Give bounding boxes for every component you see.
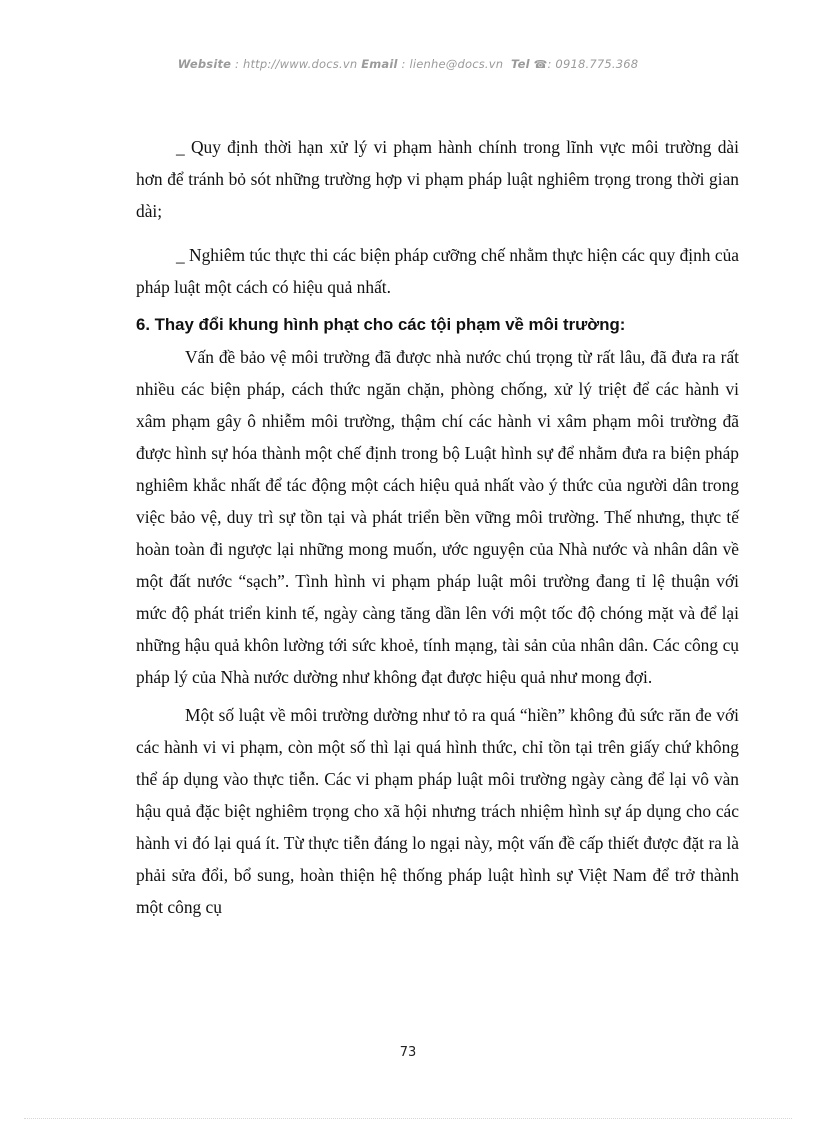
phone-icon: ☎	[533, 58, 548, 71]
document-body	[136, 131, 739, 923]
email-separator: :	[397, 57, 410, 71]
paragraph-body-1: Vấn đề bảo vệ môi trường đã được nhà nước chú trọng từ rất lâu, đã đưa ra rất nhiều các biện pháp, cách thức ngăn chặn, phòng chống, xử lý triệt để các hành vi xâm phạm gây ô nhiễm môi trường, thậm chí các hành vi xâm phạm môi trường đã được hình sự hóa thành một chế định trong bộ Luật hình sự để nhằm đưa ra biện pháp nghiêm khắc nhất để tác động một cách hiệu quả nhất vào ý thức của người dân trong việc bảo vệ, duy trì sự tồn tại và phát triển bền vững môi trường. Thế nhưng, thực tế hoàn toàn đi ngược lại những mong muốn, ước nguyện của Nhà nước và nhân dân về một đất nước “sạch”. Tình hình vi phạm pháp luật môi trường đang tỉ lệ thuận với mức độ phát triển kinh tế, ngày càng tăng dần lên với một tốc độ chóng mặt và để lại những hậu quả khôn lường tới sức khoẻ, tính mạng, tài sản của nhân dân. Các công cụ pháp lý của Nhà nước dường như không đạt được hiệu quả như mong đợi.	[136, 347, 739, 687]
website-link[interactable]: http://www.docs.vn	[242, 57, 358, 71]
paragraph-body-2: Một số luật về môi trường dường như tỏ ra quá “hiền” không đủ sức răn đe với các hành vi vi phạm, còn một số thì lại quá hình thức, chỉ tồn tại trên giấy chứ không thể áp dụng vào thực tiễn. Các vi phạm pháp luật môi trường ngày càng để lại vô vàn hậu quả đặc biệt nghiêm trọng cho xã hội nhưng trách nhiệm hình sự áp dụng cho các hành vi đó lại quá ít. Từ thực tiễn đáng lo ngại này, một vấn đề cấp thiết được đặt ra là phải sửa đổi, bổ sung, hoàn thiện hệ thống pháp luật hình sự Việt Nam để trở thành một công cụ	[136, 705, 739, 917]
paragraph-bullet-2: _ Nghiêm túc thực thi các biện pháp cưỡng chế nhằm thực hiện các quy định của pháp luật một cách có hiệu quả nhất.	[136, 245, 739, 297]
website-label: Website	[177, 57, 232, 71]
email-link[interactable]: lienhe@docs.vn	[409, 57, 504, 71]
email-label: Email	[361, 57, 398, 71]
section-heading: 6. Thay đổi khung hình phạt cho các tội phạm về môi trường:	[136, 315, 626, 334]
website-separator: :	[231, 57, 243, 71]
paragraph-bullet-1: _ Quy định thời hạn xử lý vi phạm hành chính trong lĩnh vực môi trường dài hơn để tránh bỏ sót những trường hợp vi phạm pháp luật nghiêm trọng trong thời gian dài;	[136, 137, 739, 221]
tel-label: Tel	[511, 57, 530, 71]
page-header	[0, 57, 816, 71]
page-number: 73	[399, 1045, 417, 1060]
tel-number: : 0918.775.368	[547, 57, 639, 71]
footer-divider	[24, 1118, 792, 1119]
